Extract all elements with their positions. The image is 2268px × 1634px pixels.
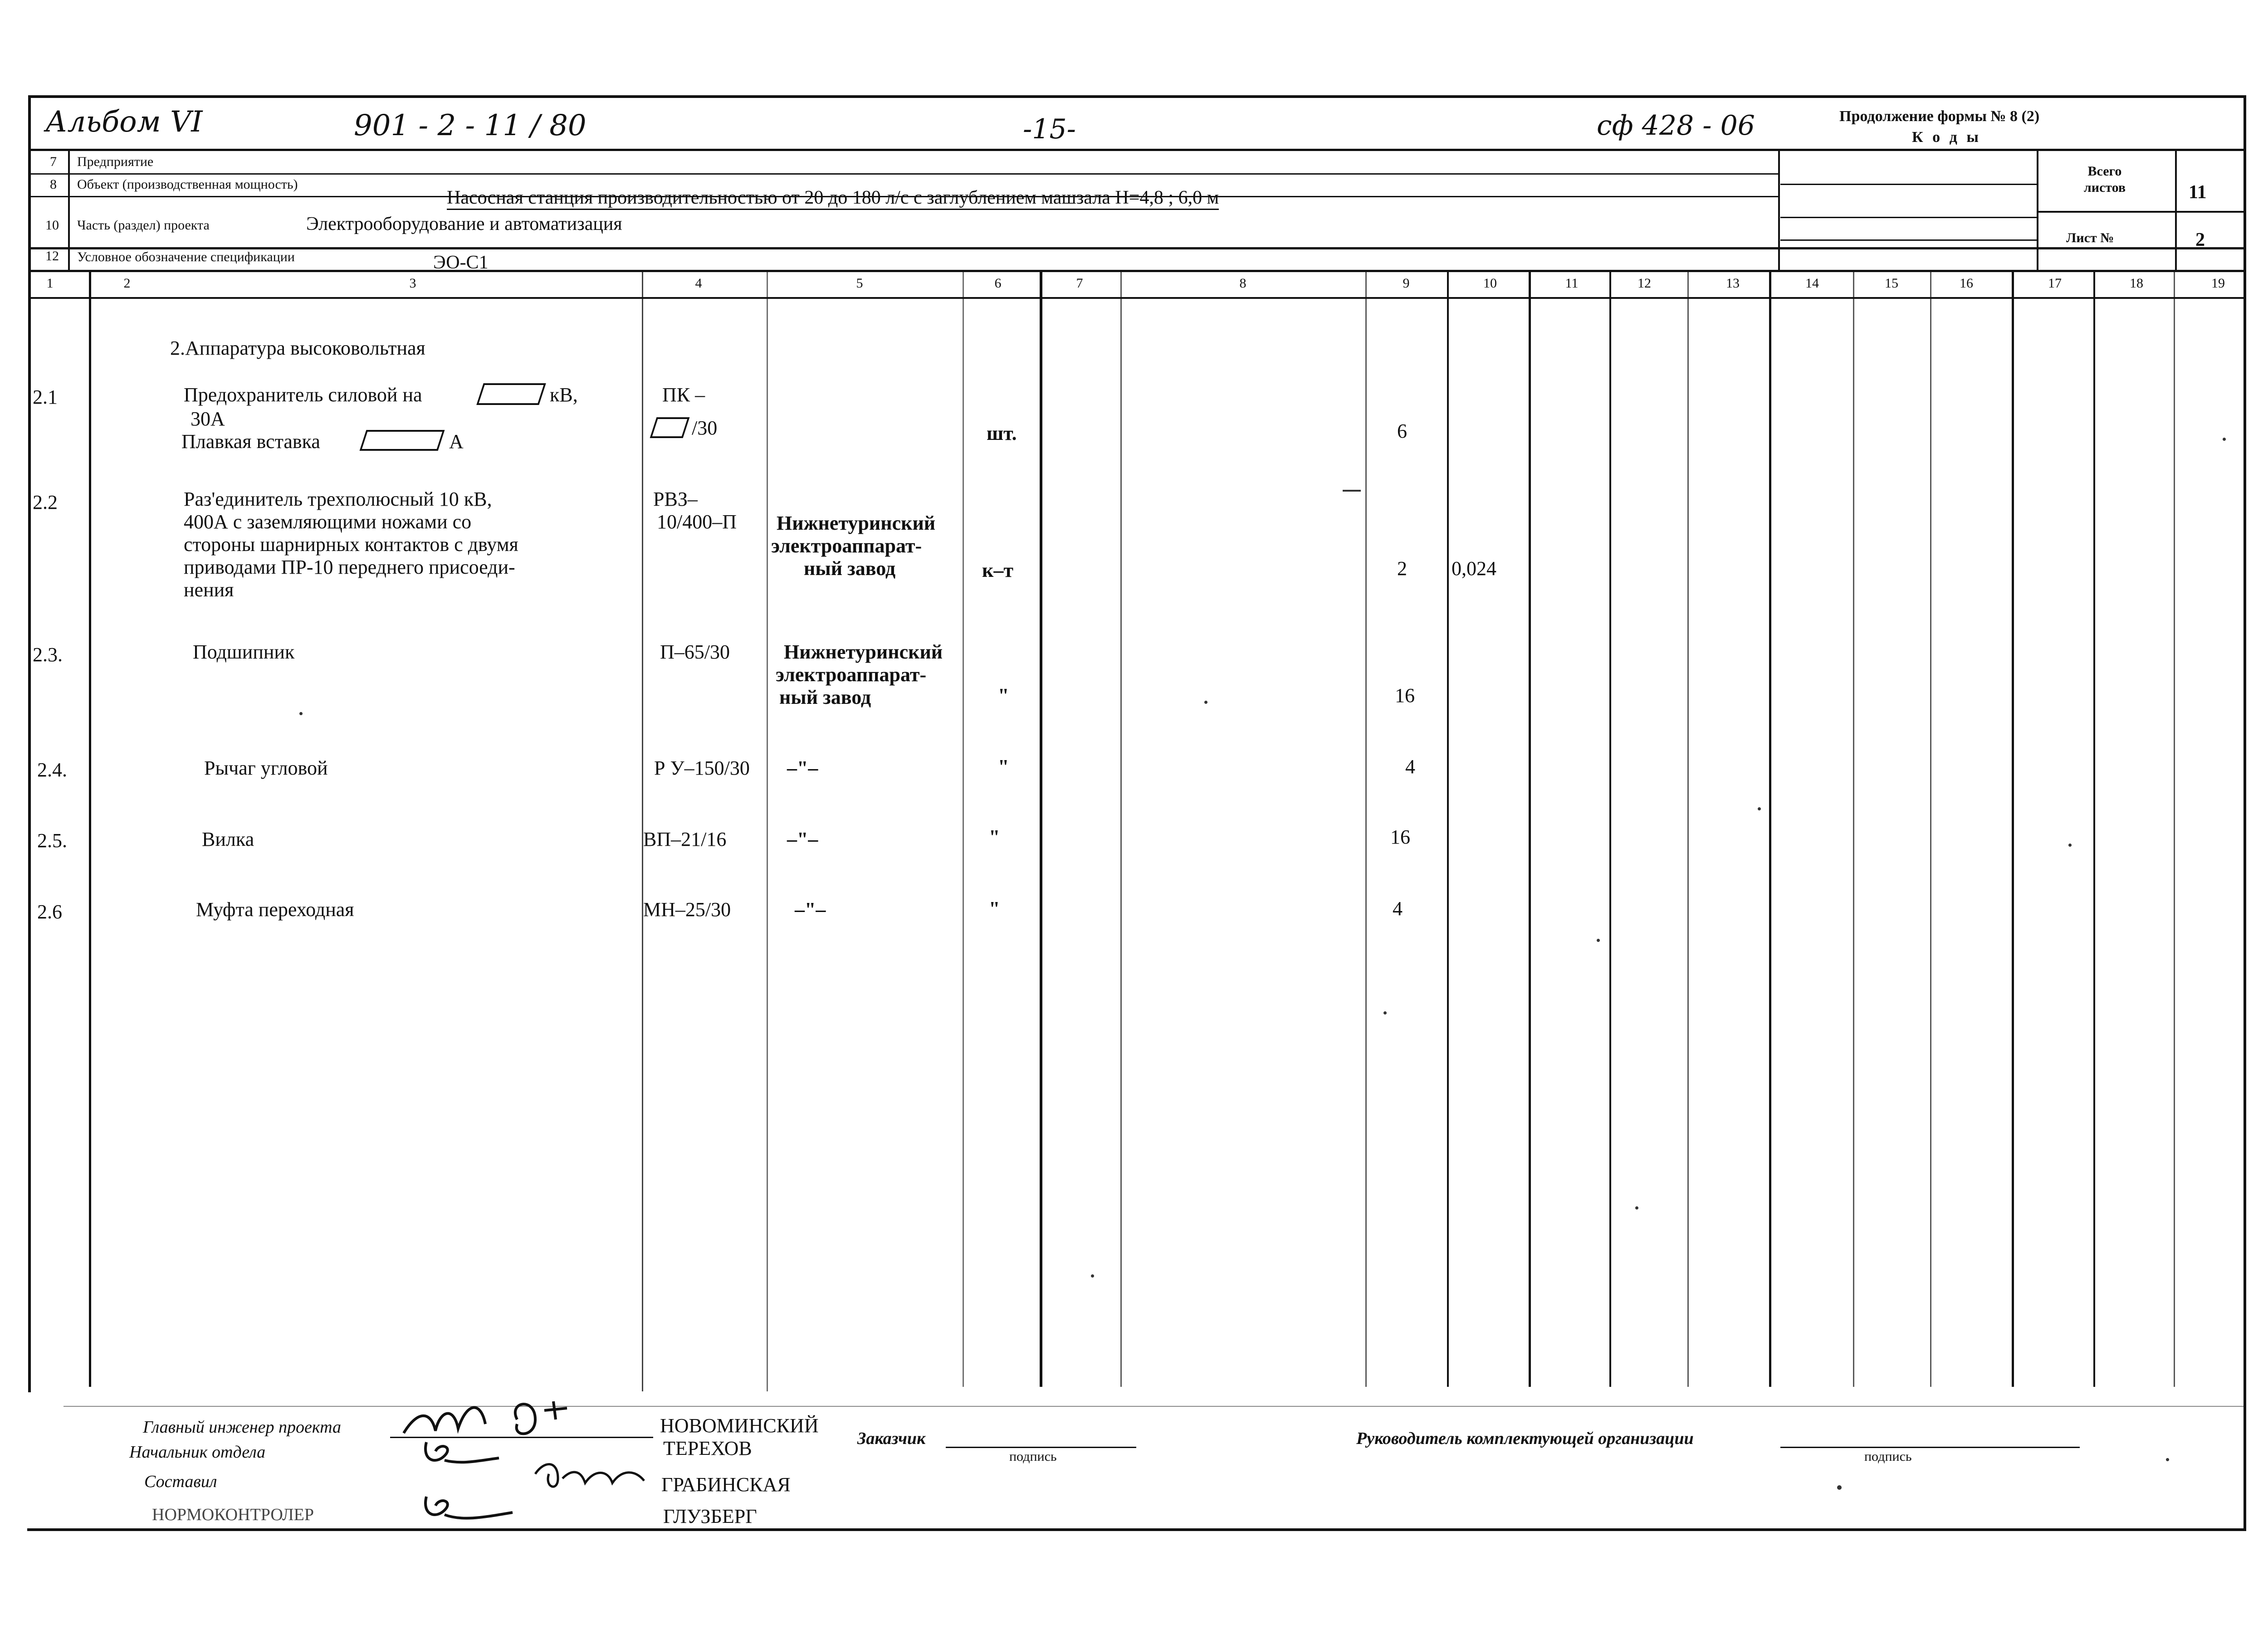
item-unit: шт.	[987, 422, 1017, 444]
section-title: 2.Аппаратура высоковольтная	[170, 337, 425, 359]
item-type: ВП–21/16	[643, 828, 727, 850]
item-type: МН–25/30	[643, 898, 731, 921]
item-unit: "	[989, 826, 1000, 848]
item-mass: 0,024	[1452, 557, 1496, 580]
form-field-label: Условное обозначение спецификации	[77, 249, 295, 264]
codes-label: К о д ы	[1912, 129, 1981, 146]
column-number: 17	[2048, 276, 2062, 291]
signature-compiler	[531, 1456, 658, 1497]
item-name: Раз'единитель трехполюсный 10 кВ,	[184, 488, 492, 510]
column-number: 13	[1726, 276, 1740, 291]
item-type: П–65/30	[660, 641, 730, 663]
album-label: Альбом VI	[45, 105, 203, 139]
column-number: 3	[409, 276, 416, 291]
item-maker: –"–	[795, 898, 826, 921]
item-type: РВЗ–	[653, 488, 698, 510]
row-number: 2.1	[33, 386, 58, 408]
item-unit: "	[989, 897, 1000, 920]
signature-department-head	[417, 1433, 508, 1474]
fuse-label: Плавкая вставка	[181, 430, 320, 453]
fuse-unit: А	[449, 430, 464, 453]
item-name: стороны шарнирных контактов с двумя	[184, 533, 518, 556]
row-number: 2.6	[37, 901, 62, 923]
column-number: 7	[1076, 276, 1083, 291]
project-code: 901 - 2 - 11 / 80	[354, 109, 587, 142]
item-name: 30А	[191, 408, 225, 430]
item-type: ПК –	[662, 384, 705, 406]
item-unit: к–т	[982, 559, 1013, 581]
item-maker: электроаппарат-	[776, 663, 927, 686]
supplier-signature-caption: подпись	[1864, 1449, 1912, 1464]
sheet-code: сф 428 - 06	[1597, 110, 1755, 141]
sheet-number-value: 2	[2195, 229, 2205, 250]
role-department-head: Начальник отдела	[129, 1443, 266, 1462]
blank-fuse-box	[360, 430, 445, 451]
item-type: 10/400–П	[657, 511, 737, 533]
item-quantity: 16	[1390, 826, 1410, 848]
item-maker: ный завод	[779, 686, 871, 708]
form-field-label: Часть (раздел) проекта	[77, 218, 210, 233]
column-number: 5	[856, 276, 863, 291]
form-field-number: 12	[45, 249, 59, 263]
column-number: 16	[1960, 276, 1973, 291]
form-title: Продолжение формы № 8 (2)	[1839, 108, 2040, 125]
item-maker: –"–	[787, 757, 818, 779]
role-compiler: Составил	[144, 1472, 217, 1491]
column-number: 8	[1239, 276, 1246, 291]
blank-voltage-box	[476, 383, 546, 405]
item-name: Вилка	[202, 828, 254, 850]
item-maker: –"–	[787, 828, 818, 850]
name-compiler: ГРАБИНСКАЯ	[661, 1473, 791, 1496]
item-name-suffix: кВ,	[550, 384, 578, 406]
item-quantity: 6	[1397, 420, 1407, 442]
row-number: 2.4.	[37, 759, 67, 781]
total-sheets-value: 11	[2189, 182, 2207, 203]
item-name: 400А с заземляющими ножами со	[184, 511, 472, 533]
column-number: 6	[994, 276, 1002, 291]
signature-standards-controller	[417, 1488, 526, 1528]
item-name: приводами ПР-10 переднего присоеди-	[184, 556, 515, 578]
column-number: 18	[2130, 276, 2143, 291]
column-number: 15	[1885, 276, 1898, 291]
role-standards-controller: НОРМОКОНТРОЛЕР	[152, 1505, 314, 1524]
name-department-head: ТЕРЕХОВ	[663, 1437, 752, 1459]
form-field-value: Электрооборудование и автоматизация	[306, 214, 622, 234]
column-number: 9	[1403, 276, 1410, 291]
item-maker: Нижнетуринский	[777, 512, 936, 534]
column-number: 10	[1483, 276, 1497, 291]
item-name: Рычаг угловой	[204, 757, 328, 779]
item-quantity: 16	[1395, 684, 1415, 707]
item-quantity: 4	[1393, 897, 1403, 920]
row-number: 2.3.	[33, 644, 63, 666]
sheet-number-label: Лист №	[2066, 230, 2114, 245]
name-standards-controller: ГЛУЗБЕРГ	[663, 1505, 757, 1527]
total-sheets-label: Всего листов	[2083, 164, 2126, 195]
row-number: 2.2	[33, 491, 58, 513]
role-chief-engineer: Главный инженер проекта	[143, 1418, 342, 1437]
item-unit: "	[998, 684, 1009, 707]
item-type: Р У–150/30	[654, 757, 750, 779]
item-unit: "	[998, 756, 1009, 778]
item-name: нения	[184, 579, 234, 601]
name-chief-engineer: НОВОМИНСКИЙ	[660, 1415, 819, 1437]
item-maker: Нижнетуринский	[784, 641, 943, 663]
form-field-label: Предприятие	[77, 154, 154, 169]
supplier-head-label: Руководитель комплектующей организации	[1356, 1429, 1694, 1448]
customer-label: Заказчик	[857, 1429, 926, 1448]
column-number: 14	[1805, 276, 1819, 291]
column-number: 1	[46, 276, 54, 291]
form-field-number: 10	[45, 218, 59, 233]
form-field-value: ЭО-С1	[433, 252, 489, 273]
item-type-suffix: /30	[692, 417, 718, 439]
item-quantity: 4	[1405, 756, 1415, 778]
form-field-label: Объект (производственная мощность)	[77, 177, 298, 192]
item-maker: ный завод	[804, 557, 896, 580]
page-number: -15-	[1023, 113, 1076, 145]
item-name: Предохранитель силовой на	[184, 384, 422, 406]
column-number: 11	[1565, 276, 1579, 291]
item-maker: электроаппарат-	[771, 535, 922, 557]
form-field-number: 8	[50, 177, 57, 192]
row-number: 2.5.	[37, 829, 67, 852]
column-number: 4	[695, 276, 702, 291]
item-name: Муфта переходная	[196, 898, 354, 921]
column-number: 12	[1637, 276, 1651, 291]
customer-signature-caption: подпись	[1009, 1449, 1057, 1464]
item-quantity: 2	[1397, 557, 1407, 580]
column-number: 19	[2211, 276, 2225, 291]
form-field-value: Насосная станция производительностью от 20 до 180 л/с с заглублением машзала Н=4,8 ; 6,0 м	[447, 187, 1219, 210]
column-number: 2	[123, 276, 131, 291]
form-field-number: 7	[50, 154, 57, 169]
item-name: Подшипник	[193, 641, 295, 663]
blank-type-box	[650, 417, 690, 438]
